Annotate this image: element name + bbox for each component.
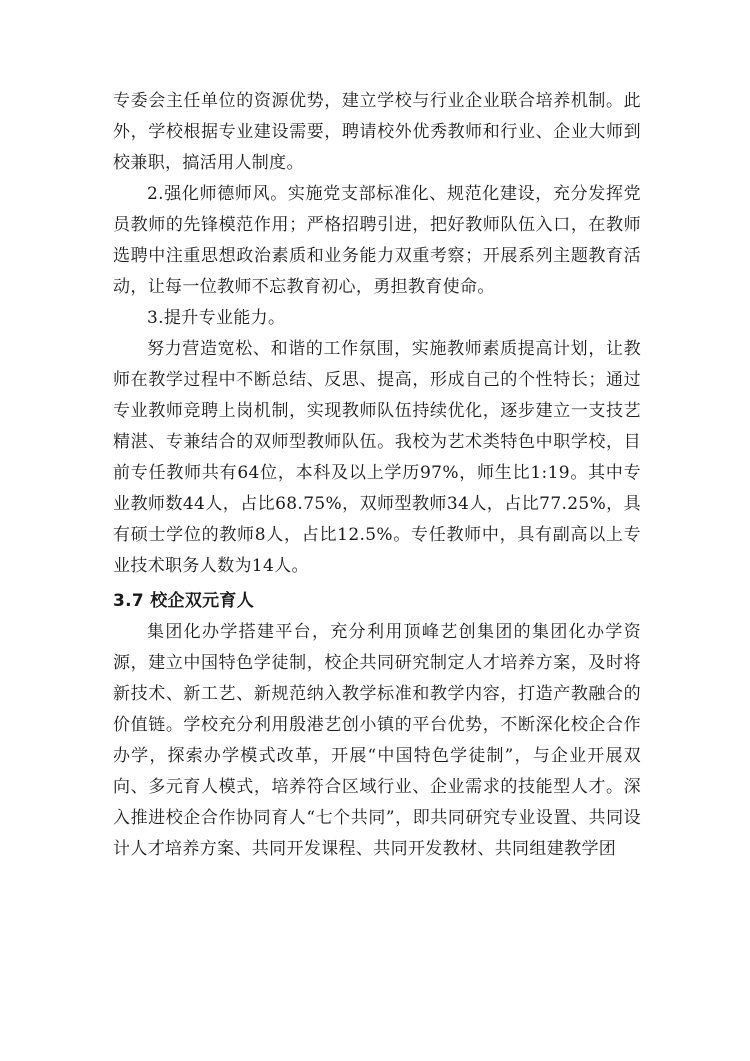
paragraph-continuation: 专委会主任单位的资源优势，建立学校与行业企业联合培养机制。此外，学校根据专业建设需要，聘请校外优秀教师和行业、企业大师到校兼职，搞活用人制度。 (113, 91, 641, 173)
section-heading: 3.7 校企双元育人 (113, 591, 255, 611)
paragraph-teacher-ethics: 2.强化师德师风。实施党支部标准化、规范化建设，充分发挥党员教师的先锋模范作用；严格招聘引进，把好教师队伍入口，在教师选聘中注重思想政治素质和业务能力双重考察；开展系列主题教育活动，让每一位教师不忘教育初心，勇担教育使命。 (113, 184, 641, 297)
paragraph-professional-ability-title: 3.提升专业能力。 (147, 308, 286, 328)
paragraph-professional-ability: 努力营造宽松、和谐的工作氛围，实施教师素质提高计划，让教师在教学过程中不断总结、反思、提高，形成自己的个性特长；通过专业教师竞聘上岗机制，实现教师队伍持续优化，逐步建立一支技艺精湛、专兼结合的双师型教师队伍。我校为艺术类特色中职学校，目前专任教师共有64位，本科及以上学历97%，师生比1:19。其中专业教师数44人，占比68.75%，双师型教师34人，占比77.25%，具有硕士学位的教师8人，占比12.5%。专任教师中，具有副高以上专业技术职务人数为14人。 (113, 339, 641, 576)
document-page (113, 86, 641, 865)
paragraph-school-enterprise: 集团化办学搭建平台，充分利用顶峰艺创集团的集团化办学资源，建立中国特色学徒制，校企共同研究制定人才培养方案，及时将新技术、新工艺、新规范纳入教学标准和教学内容，打造产教融合的价值链。学校充分利用殷港艺创小镇的平台优势，不断深化校企合作办学，探索办学模式改革，开展“中国特色学徒制”，与企业开展双向、多元育人模式，培养符合区域行业、企业需求的技能型人才。深入推进校企合作协同育人“七个共同”，即共同研究专业设置、共同设计人才培养方案、共同开发课程、共同开发教材、共同组建教学团 (113, 622, 641, 859)
